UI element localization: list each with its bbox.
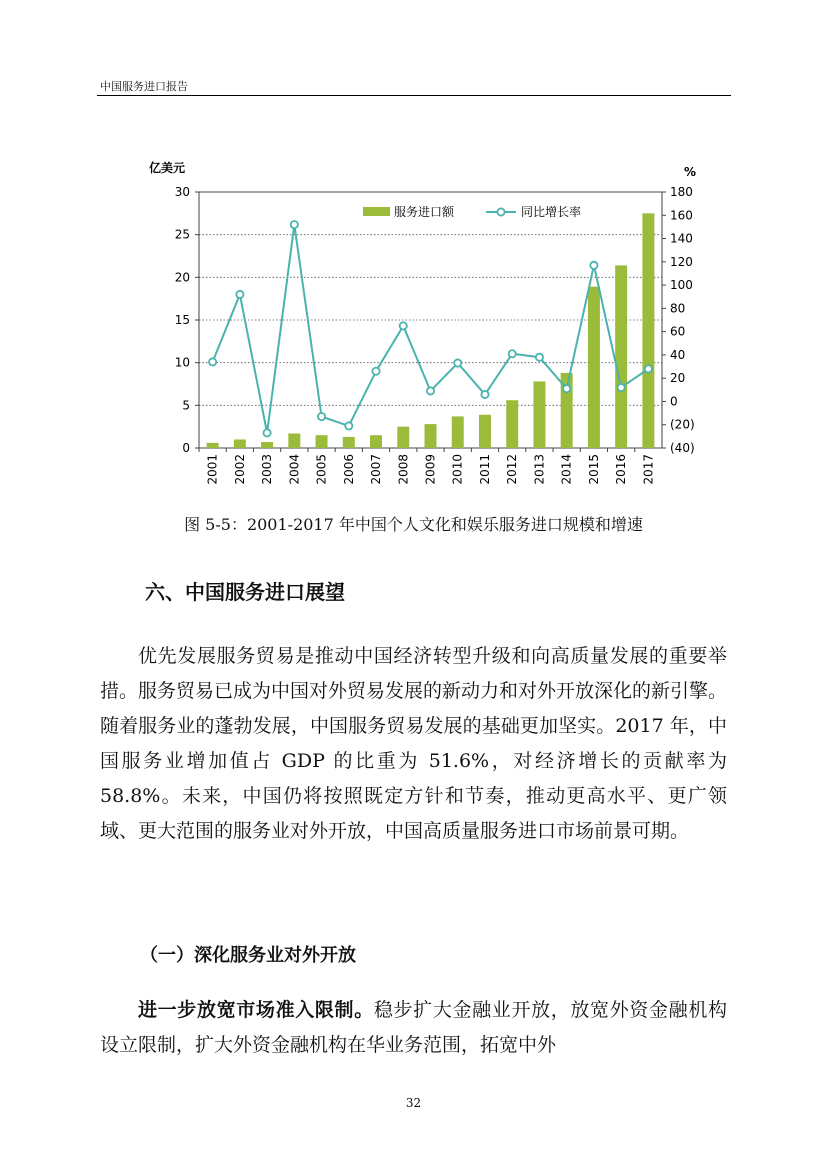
growth-point-2017 — [645, 365, 652, 372]
subsection-heading: （一）深化服务业对外开放 — [140, 945, 356, 966]
right-tick-label: 120 — [670, 254, 693, 269]
x-tick-label: 2009 — [423, 454, 438, 485]
running-header: 中国服务进口报告 — [100, 80, 188, 93]
growth-point-2005 — [318, 413, 325, 420]
right-tick-label: (20) — [670, 417, 695, 432]
bar-2002 — [234, 439, 246, 448]
left-tick-label: 15 — [174, 313, 190, 327]
bar-2010 — [452, 416, 464, 448]
left-tick-label: 25 — [174, 227, 190, 242]
x-tick-label: 2005 — [314, 454, 329, 485]
legend-bar-swatch — [363, 207, 390, 216]
paragraph-outlook: 优先发展服务贸易是推动中国经济转型升级和向高质量发展的重要举措。服务贸易已成为中国对外贸易发展的新动力和对外开放深化的新引擎。随着服务业的蓬勃发展，中国服务贸易发展的基础更加坚实。2017 年，中国服务业增加值占 GDP 的比重为 51.6%，对经济增长的贡献率为 58.8%。未来，中国仍将按照既定方针和节奏，推动更高水平、更广领域、更大范围的服务业对外开放，中国高质量服务进口市场前景可期。 — [100, 645, 728, 842]
right-tick-label: 100 — [670, 278, 693, 293]
growth-point-2003 — [263, 429, 270, 436]
bar-2008 — [397, 427, 409, 448]
bar-2016 — [615, 265, 627, 448]
growth-point-2001 — [209, 358, 216, 365]
x-tick-label: 2011 — [477, 454, 492, 485]
x-tick-label: 2001 — [205, 454, 220, 485]
left-tick-label: 0 — [182, 441, 190, 455]
right-tick-label: 0 — [670, 394, 678, 409]
right-tick-label: 60 — [670, 324, 686, 339]
figure-caption: 图 5-5：2001-2017 年中国个人文化和娱乐服务进口规模和增速 — [184, 515, 643, 534]
x-tick-label: 2014 — [559, 454, 574, 485]
bar-2005 — [316, 435, 328, 448]
growth-point-2002 — [236, 291, 243, 298]
x-tick-label: 2017 — [641, 454, 656, 485]
x-tick-label: 2013 — [532, 454, 547, 485]
left-tick-label: 30 — [174, 185, 190, 199]
section-heading: 六、中国服务进口展望 — [145, 580, 345, 604]
growth-point-2010 — [454, 359, 461, 366]
x-tick-label: 2016 — [614, 454, 629, 485]
bar-2003 — [261, 442, 273, 448]
legend-line-label: 同比增长率 — [521, 205, 582, 219]
x-tick-label: 2006 — [341, 454, 356, 485]
x-tick-label: 2002 — [232, 454, 247, 485]
bar-2001 — [207, 443, 219, 448]
bar-2015 — [588, 287, 600, 448]
x-tick-label: 2003 — [260, 454, 275, 485]
x-tick-label: 2015 — [586, 454, 601, 485]
right-tick-label: 40 — [670, 347, 686, 362]
bar-2012 — [506, 400, 518, 448]
growth-point-2016 — [618, 384, 625, 391]
x-tick-label: 2004 — [287, 454, 302, 485]
bar-2017 — [642, 213, 654, 448]
right-tick-label: 80 — [670, 301, 686, 316]
bar-2004 — [288, 433, 300, 448]
paragraph-text: 稳步扩大金融业开放，放宽外资金融机构设立限制，扩大外资金融机构在华业务范围，拓宽中外 — [100, 999, 727, 1056]
legend-line-marker — [497, 208, 504, 215]
left-tick-label: 5 — [182, 398, 190, 413]
growth-point-2007 — [372, 368, 379, 375]
x-tick-label: 2012 — [505, 454, 520, 485]
growth-rate-line — [213, 225, 649, 433]
x-tick-label: 2007 — [369, 454, 384, 485]
growth-point-2004 — [291, 221, 298, 228]
bar-2011 — [479, 415, 491, 448]
header-rule — [97, 95, 731, 96]
left-tick-label: 10 — [174, 355, 190, 370]
page-number: 32 — [405, 1096, 422, 1110]
right-tick-label: (40) — [670, 441, 695, 455]
legend-bar-label: 服务进口额 — [394, 205, 455, 219]
right-unit-label: % — [684, 165, 697, 179]
growth-point-2011 — [481, 391, 488, 398]
x-tick-label: 2010 — [450, 454, 465, 485]
bar-2013 — [533, 381, 545, 448]
bar-2009 — [425, 424, 437, 448]
growth-point-2013 — [536, 354, 543, 361]
left-unit-label: 亿美元 — [149, 161, 186, 175]
growth-point-2008 — [400, 322, 407, 329]
import-chart — [120, 150, 720, 495]
paragraph-lead: 进一步放宽市场准入限制。 — [138, 999, 374, 1021]
growth-point-2009 — [427, 387, 434, 394]
growth-point-2014 — [563, 385, 570, 392]
growth-point-2012 — [509, 350, 516, 357]
left-tick-label: 20 — [174, 270, 190, 285]
bar-2006 — [343, 437, 355, 448]
x-tick-label: 2008 — [396, 454, 411, 485]
right-tick-label: 20 — [670, 371, 686, 386]
bar-2007 — [370, 435, 382, 448]
right-tick-label: 140 — [670, 231, 693, 246]
growth-point-2006 — [345, 422, 352, 429]
paragraph-market-access — [100, 993, 727, 1063]
growth-point-2015 — [590, 262, 597, 269]
right-tick-label: 160 — [670, 208, 693, 223]
right-tick-label: 180 — [670, 185, 693, 199]
